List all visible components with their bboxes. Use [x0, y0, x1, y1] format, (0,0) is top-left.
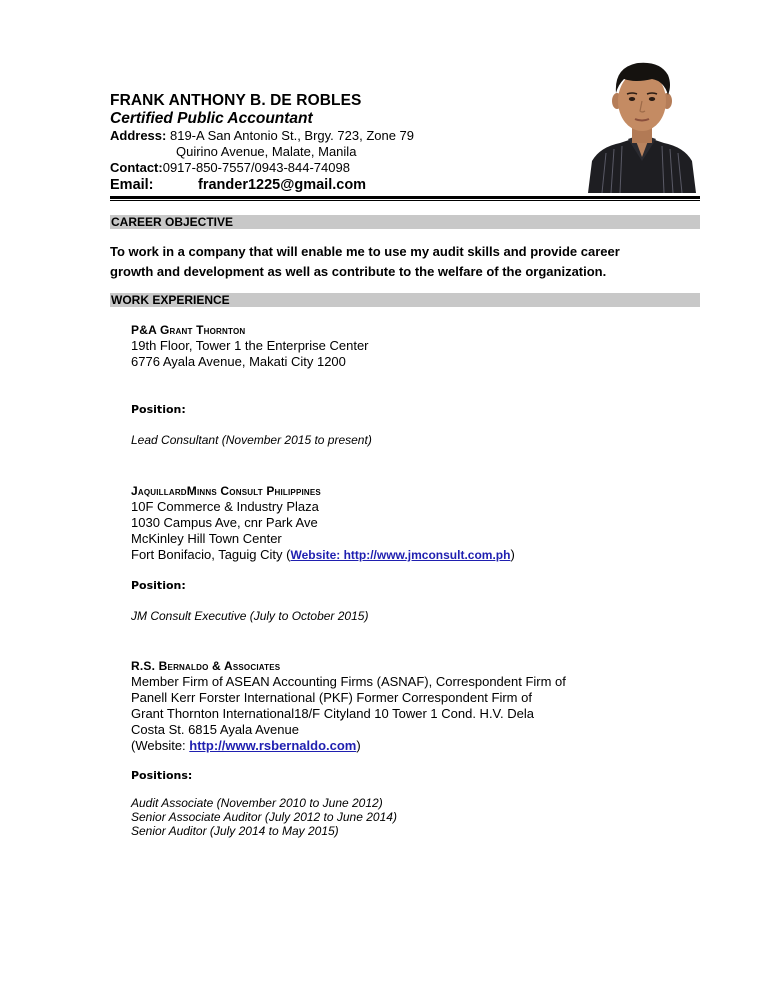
- address-label: Address:: [110, 128, 167, 143]
- company-address-line-last: [131, 547, 691, 563]
- contact-value: 0917-850-7557/0943-844-74098: [162, 160, 350, 175]
- company-address-line: Panell Kerr Forster International (PKF) Former Correspondent Firm of: [131, 690, 532, 705]
- email-label: Email:: [110, 177, 154, 193]
- position-label-text: Position:: [131, 579, 186, 592]
- profile-photo: [586, 57, 698, 193]
- job-entry: [131, 483, 691, 563]
- header: [110, 92, 590, 194]
- career-objective-text: [110, 242, 700, 282]
- applicant-title: Certified Public Accountant: [110, 110, 313, 127]
- position-label-text: Position:: [131, 403, 186, 416]
- position-label: [131, 769, 691, 783]
- position-value: Audit Associate (November 2010 to June 2012): [131, 796, 383, 810]
- position-value: Senior Associate Auditor (July 2012 to June 2014): [131, 810, 397, 824]
- email-value: frander1225@gmail.com: [198, 177, 367, 193]
- email-row: [110, 176, 590, 194]
- address-prefix: Fort Bonifacio, Taguig City (: [131, 547, 291, 562]
- contact-row: [110, 160, 590, 176]
- job-entry: [131, 658, 691, 754]
- company-address-line: Costa St. 6815 Ayala Avenue: [131, 722, 299, 737]
- position-list: [131, 433, 691, 447]
- header-divider-thick: [110, 196, 700, 199]
- applicant-name: FRANK ANTHONY B. DE ROBLES: [110, 92, 362, 109]
- website-link[interactable]: Website: http://www.jmconsult.com.ph: [290, 548, 511, 562]
- position-label-text: Positions:: [131, 769, 193, 782]
- address-line2: Quirino Avenue, Malate, Manila: [176, 144, 357, 159]
- position-value: JM Consult Executive (July to October 2015): [131, 609, 369, 623]
- objective-line-1: To work in a company that will enable me to use my audit skills and provide career: [110, 244, 620, 259]
- website-suffix: ): [356, 738, 361, 753]
- position-label: [131, 579, 691, 593]
- section-career-objective: CAREER OBJECTIVE: [110, 215, 700, 229]
- company-address-line: 1030 Campus Ave, cnr Park Ave: [131, 515, 318, 530]
- company-address-line: Member Firm of ASEAN Accounting Firms (ASNAF), Correspondent Firm of: [131, 674, 566, 689]
- company-address-line: McKinley Hill Town Center: [131, 531, 282, 546]
- person-photo-icon: [586, 57, 698, 193]
- position-list: [131, 796, 691, 838]
- website-line: [131, 738, 691, 754]
- address-suffix: ): [510, 547, 515, 562]
- company-address-line: 6776 Ayala Avenue, Makati City 1200: [131, 354, 346, 369]
- company-address-line: 10F Commerce & Industry Plaza: [131, 499, 319, 514]
- address-row: [110, 128, 590, 144]
- position-label: [131, 403, 691, 417]
- contact-label: Contact:: [110, 160, 163, 175]
- address-line1: 819-A San Antonio St., Brgy. 723, Zone 79: [169, 128, 415, 143]
- position-value: Lead Consultant (November 2015 to present): [131, 433, 372, 447]
- section-work-experience: WORK EXPERIENCE: [110, 293, 700, 307]
- position-value: Senior Auditor (July 2014 to May 2015): [131, 824, 339, 838]
- company-address-line: 19th Floor, Tower 1 the Enterprise Center: [131, 338, 369, 353]
- company-name: R.S. Bernaldo & Associates: [131, 659, 281, 673]
- company-address-line: Grant Thornton International18/F Cityland 10 Tower 1 Cond. H.V. Dela: [131, 706, 534, 721]
- website-prefix: (Website:: [131, 738, 190, 753]
- position-list: [131, 609, 691, 623]
- objective-line-2: growth and development as well as contribute to the welfare of the organization.: [110, 264, 607, 279]
- company-name: P&A Grant Thornton: [131, 323, 246, 337]
- header-divider-thin: [110, 200, 700, 201]
- company-name: JaquillardMinns Consult Philippines: [131, 484, 321, 498]
- job-entry: [131, 322, 691, 370]
- website-link[interactable]: http://www.rsbernaldo.com: [189, 738, 357, 753]
